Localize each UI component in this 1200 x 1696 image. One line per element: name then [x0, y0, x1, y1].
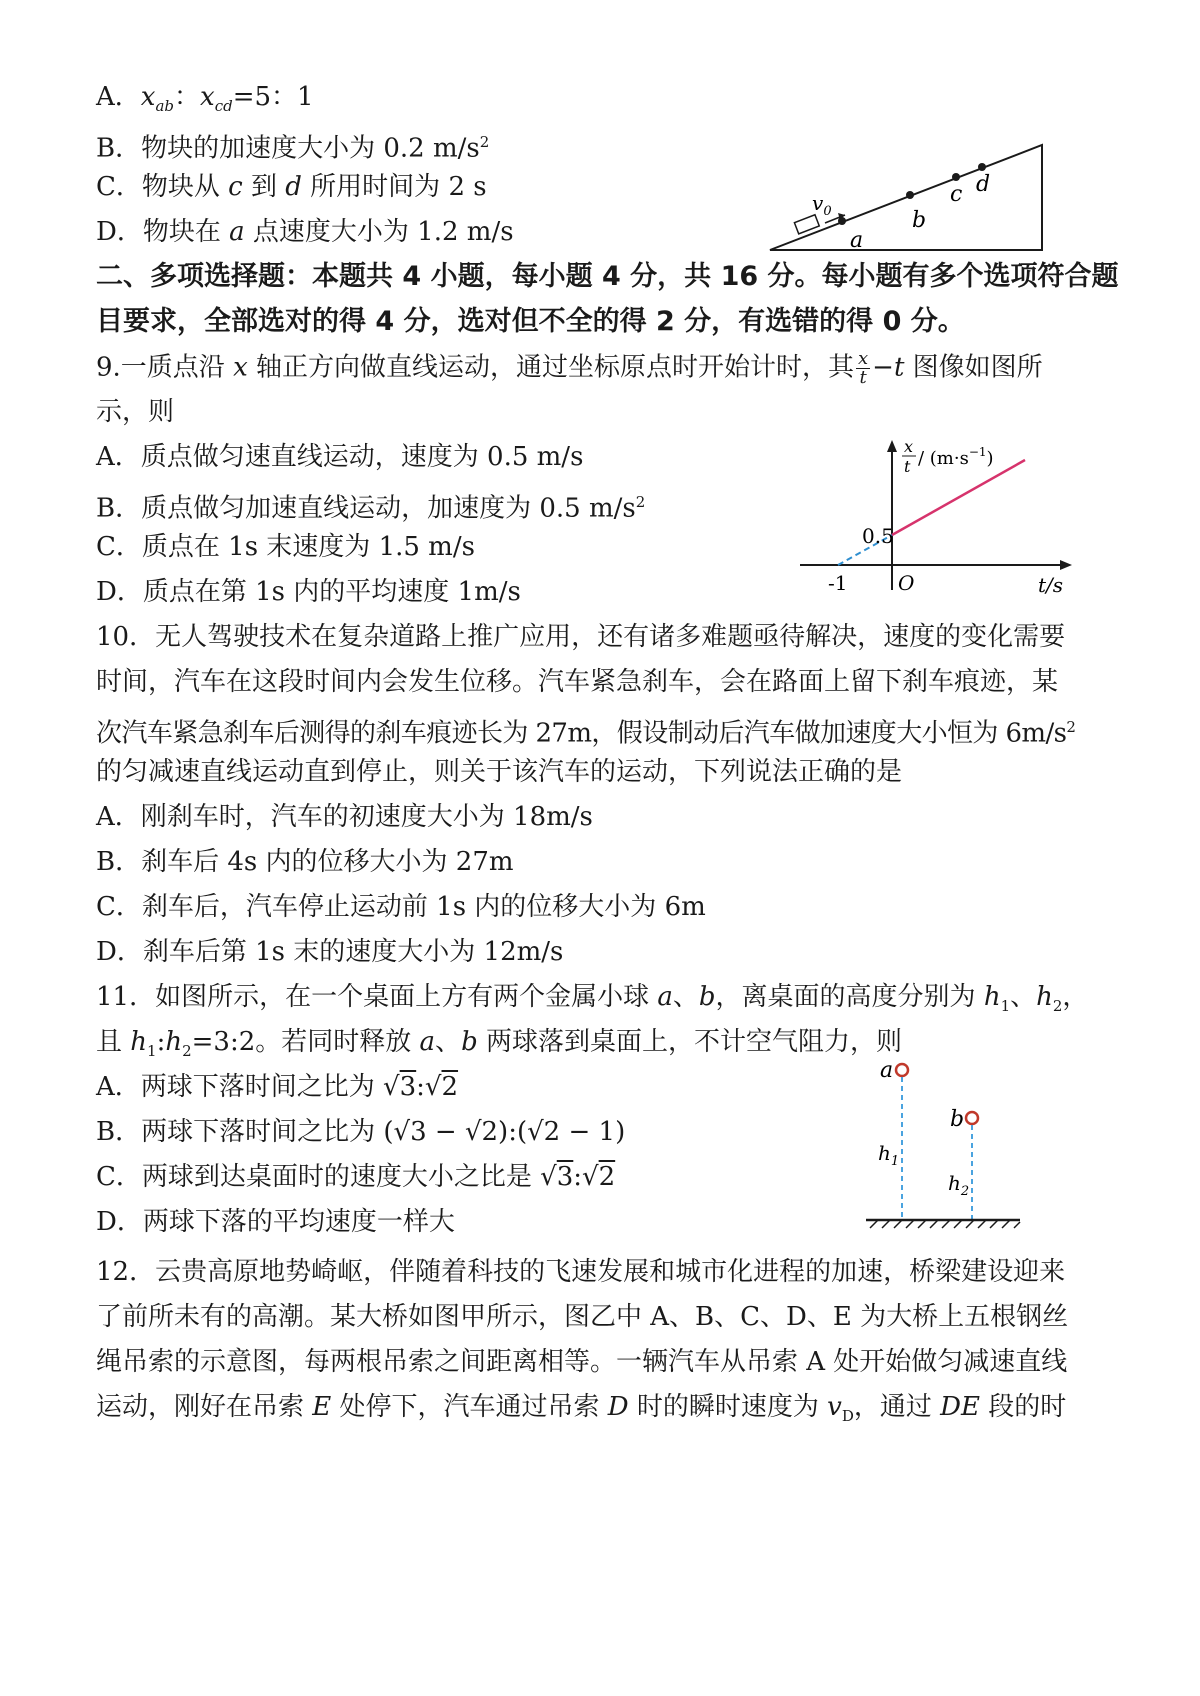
- q11-opt-a-sqrt2: 2: [441, 1072, 459, 1102]
- q10-line3-text: 次汽车紧急刹车后测得的刹车痕迹长为 27m，假设制动后汽车做加速度大小恒为 6m/s: [96, 718, 1067, 749]
- q11-opt-a-text: A．两球下落时间之比为: [96, 1072, 384, 1102]
- q9-frac-num: x: [858, 348, 869, 369]
- q12-l4-vsub: D: [841, 1407, 854, 1426]
- section-2-header-line2: 目要求，全部选对的得 4 分，选对但不全的得 2 分，有选错的得 0 分。: [96, 306, 965, 337]
- graph-line: [892, 460, 1025, 535]
- q11-opt-c-sqrt3: 3: [556, 1162, 574, 1192]
- q11-stem-line2: [96, 1025, 902, 1068]
- q12-l4-post: 段的时: [980, 1392, 1067, 1422]
- q12-stem-line4: [96, 1390, 1066, 1433]
- q11-l1-b: b: [698, 982, 716, 1012]
- block-shape: [794, 215, 819, 234]
- q9-option-c: C．质点在 1s 末速度为 1.5 m/s: [96, 532, 475, 562]
- q8-opt-c-d: d: [285, 172, 302, 202]
- point-d-dot: [978, 163, 986, 171]
- q9-opt-b-text: B．质点做匀加速直线运动，加速度为 0.5 m/s: [96, 493, 636, 524]
- q11-l1-pre: 11．如图所示，在一个桌面上方有两个金属小球: [96, 982, 658, 1012]
- ball-b: [966, 1112, 978, 1124]
- q9-stem-x: x: [233, 352, 248, 383]
- q9-stem-pre: 9.一质点沿: [96, 352, 234, 383]
- q11-l2-ratio: :: [156, 1027, 166, 1057]
- y-axis-arrow: [887, 440, 897, 452]
- q8-option-b: [96, 125, 489, 166]
- ball-b-label: b: [950, 1107, 965, 1132]
- q11-l1-mid: ，离桌面的高度分别为: [715, 982, 984, 1012]
- q11-l2-h: h: [130, 1027, 148, 1057]
- q11-option-a: [96, 1070, 458, 1104]
- q11-l1-h-2: h: [1036, 982, 1053, 1012]
- q9-opt-b-sup: 2: [635, 493, 646, 511]
- point-a-label: a: [850, 228, 864, 253]
- q11-l2-h2: 2: [182, 1042, 192, 1061]
- q11-opt-a-expr: √3:√2: [383, 1072, 459, 1102]
- q9-option-b: [96, 485, 645, 526]
- q12-l4-mid3: ，通过: [853, 1392, 941, 1422]
- q8-opt-a-rest: =5：1: [232, 82, 314, 112]
- y-label-den: t: [904, 457, 911, 476]
- h2-label: $h_2$: [948, 1171, 970, 1199]
- q8-opt-a-x1: x: [140, 82, 156, 112]
- point-d-label: d: [976, 172, 991, 197]
- q9-option-a: A．质点做匀速直线运动，速度为 0.5 m/s: [96, 442, 584, 472]
- q11-l2-b: b: [461, 1027, 478, 1057]
- q11-l1-a: a: [657, 982, 673, 1012]
- q10-option-a: A．刚刹车时，汽车的初速度大小为 18m/s: [96, 802, 593, 832]
- q12-stem-line1: 12．云贵高原地势崎岖，伴随着科技的飞速发展和城市化进程的加速，桥梁建设迎来: [96, 1257, 1066, 1287]
- ball-a-label: a: [880, 1058, 894, 1083]
- q11-opt-a-sqrt3: 3: [399, 1072, 417, 1102]
- q11-option-d: D．两球下落的平均速度一样大: [96, 1207, 455, 1237]
- q8-opt-d-post: 点速度大小为 1.2 m/s: [244, 217, 514, 247]
- q12-stem-line3: 绳吊索的示意图，每两根吊索之间距离相等。一辆汽车从吊索 A 处开始做匀减速直线: [96, 1347, 1068, 1377]
- q9-stem-mid: 轴正方向做直线运动，通过坐标原点时开始计时，其: [247, 352, 855, 383]
- v0-label: $v_0$: [812, 191, 832, 219]
- point-c-dot: [952, 173, 960, 181]
- q11-l2-a: a: [419, 1027, 436, 1057]
- q11-l2-sep: 、: [435, 1027, 462, 1057]
- q12-l4-de: DE: [940, 1392, 980, 1422]
- q8-opt-a-sub1: ab: [155, 97, 174, 116]
- q11-l2-h-2: h: [165, 1027, 183, 1057]
- q11-l2-mid: 两球落到桌面上，不计空气阻力，则: [477, 1027, 902, 1057]
- q8-opt-d-a: a: [229, 217, 245, 247]
- q12-stem-line2: 了前所未有的高潮。某大桥如图甲所示，图乙中 A、B、C、D、E 为大桥上五根钢丝: [96, 1302, 1069, 1332]
- q8-opt-c-c: c: [228, 172, 243, 202]
- q11-l2-eq: =3:2。若同时释放: [191, 1027, 420, 1057]
- q11-l1-h2: 2: [1052, 997, 1063, 1016]
- section-2-header-line1: 二、多项选择题：本题共 4 小题，每小题 4 分，共 16 分。每小题有多个选项符合题: [96, 261, 1119, 292]
- q10-option-d: D．刹车后第 1s 末的速度大小为 12m/s: [96, 937, 564, 967]
- q12-l4-mid: 处停下，汽车通过吊索: [331, 1392, 608, 1422]
- q10-stem-line1: 10．无人驾驶技术在复杂道路上推广应用，还有诸多难题亟待解决，速度的变化需要: [96, 622, 1066, 652]
- q11-option-b: [96, 1115, 625, 1149]
- falling-balls-figure: [860, 1060, 1040, 1240]
- q8-option-d: [96, 215, 514, 249]
- q8-opt-a-prefix: A．: [96, 82, 141, 112]
- q11-opt-b-text: B．两球下落时间之比为: [96, 1117, 384, 1147]
- y-tick-0.5: 0.5: [862, 524, 894, 548]
- q11-l1-h: h: [983, 982, 1001, 1012]
- ball-a: [896, 1064, 908, 1076]
- q8-opt-b-text: B．物块的加速度大小为 0.2 m/s: [96, 133, 480, 164]
- q12-l4-e: E: [312, 1392, 332, 1422]
- q11-opt-c-text: C．两球到达桌面时的速度大小之比是: [96, 1162, 541, 1192]
- q10-stem-line2: 时间，汽车在这段时间内会发生位移。汽车紧急刹车，会在路面上留下刹车痕迹，某: [96, 667, 1059, 697]
- q8-opt-a-x2: x: [200, 82, 215, 112]
- q9-stem-line1: [96, 350, 1043, 387]
- y-axis-unit: / $(m\cdot s^{-1})$: [918, 445, 994, 469]
- q9-stem-post: 图像如图所: [904, 352, 1043, 383]
- q8-option-a: [96, 80, 314, 123]
- point-b-label: b: [912, 208, 927, 233]
- q12-l4-pre: 运动，刚好在吊索: [96, 1392, 313, 1422]
- q12-l4-d: D: [607, 1392, 629, 1422]
- point-a-dot: [838, 217, 846, 225]
- q8-opt-b-sup: 2: [479, 133, 490, 151]
- xt-graph: [800, 437, 1080, 610]
- q8-opt-c-pre: C．物块从: [96, 172, 229, 202]
- q11-l2-pre: 且: [96, 1027, 131, 1057]
- x-axis-label: t/s: [1038, 573, 1064, 597]
- q11-opt-c-sqrt2: 2: [598, 1162, 616, 1192]
- q9-stem-t: −t: [872, 352, 905, 383]
- q10-line3-sup: 2: [1066, 718, 1076, 736]
- q8-opt-c-mid: 到: [242, 172, 286, 202]
- q10-stem-line3: [96, 710, 1075, 751]
- q12-l4-v: v: [827, 1392, 842, 1422]
- x-axis-arrow: [1060, 560, 1072, 570]
- q11-l2-h1: 1: [147, 1042, 157, 1061]
- q9-stem-line2: 示，则: [96, 397, 175, 427]
- point-b-dot: [906, 191, 914, 199]
- q8-opt-a-sub2: cd: [214, 97, 233, 116]
- q11-l1-sep2: 、: [1010, 982, 1037, 1012]
- q9-stem-fraction: [856, 350, 870, 387]
- q11-l1-sep: 、: [672, 982, 699, 1012]
- origin-label: O: [898, 571, 915, 595]
- q11-option-c: [96, 1160, 615, 1194]
- y-label-num: x: [904, 437, 914, 456]
- q8-opt-d-pre: D．物块在: [96, 217, 230, 247]
- q10-option-c: C．刹车后，汽车停止运动前 1s 内的位移大小为 6m: [96, 892, 706, 922]
- incline-triangle: [770, 145, 1042, 250]
- q11-l1-post: ，: [1062, 982, 1089, 1012]
- q11-l1-h1: 1: [1000, 997, 1011, 1016]
- q11-opt-c-expr: √3:√2: [540, 1162, 616, 1192]
- q11-stem-line1: [96, 980, 1088, 1023]
- q11-opt-b-expr: (√3 − √2):(√2 − 1): [383, 1117, 626, 1147]
- q8-opt-a-colon: ：: [174, 82, 201, 112]
- q8-opt-c-post: 所用时间为 2 s: [301, 172, 487, 202]
- q9-frac-den: t: [859, 367, 867, 388]
- point-c-label: c: [950, 182, 963, 207]
- q10-option-b: B．刹车后 4s 内的位移大小为 27m: [96, 847, 514, 877]
- q8-option-c: [96, 170, 487, 204]
- h1-label: $h_1$: [878, 1141, 900, 1169]
- q9-option-d: D．质点在第 1s 内的平均速度 1m/s: [96, 577, 521, 607]
- q12-l4-mid2: 时的瞬时速度为: [628, 1392, 828, 1422]
- incline-figure: [770, 135, 1050, 255]
- q10-stem-line4: 的匀减速直线运动直到停止，则关于该汽车的运动，下列说法正确的是: [96, 757, 903, 787]
- x-tick-neg1: -1: [828, 571, 848, 595]
